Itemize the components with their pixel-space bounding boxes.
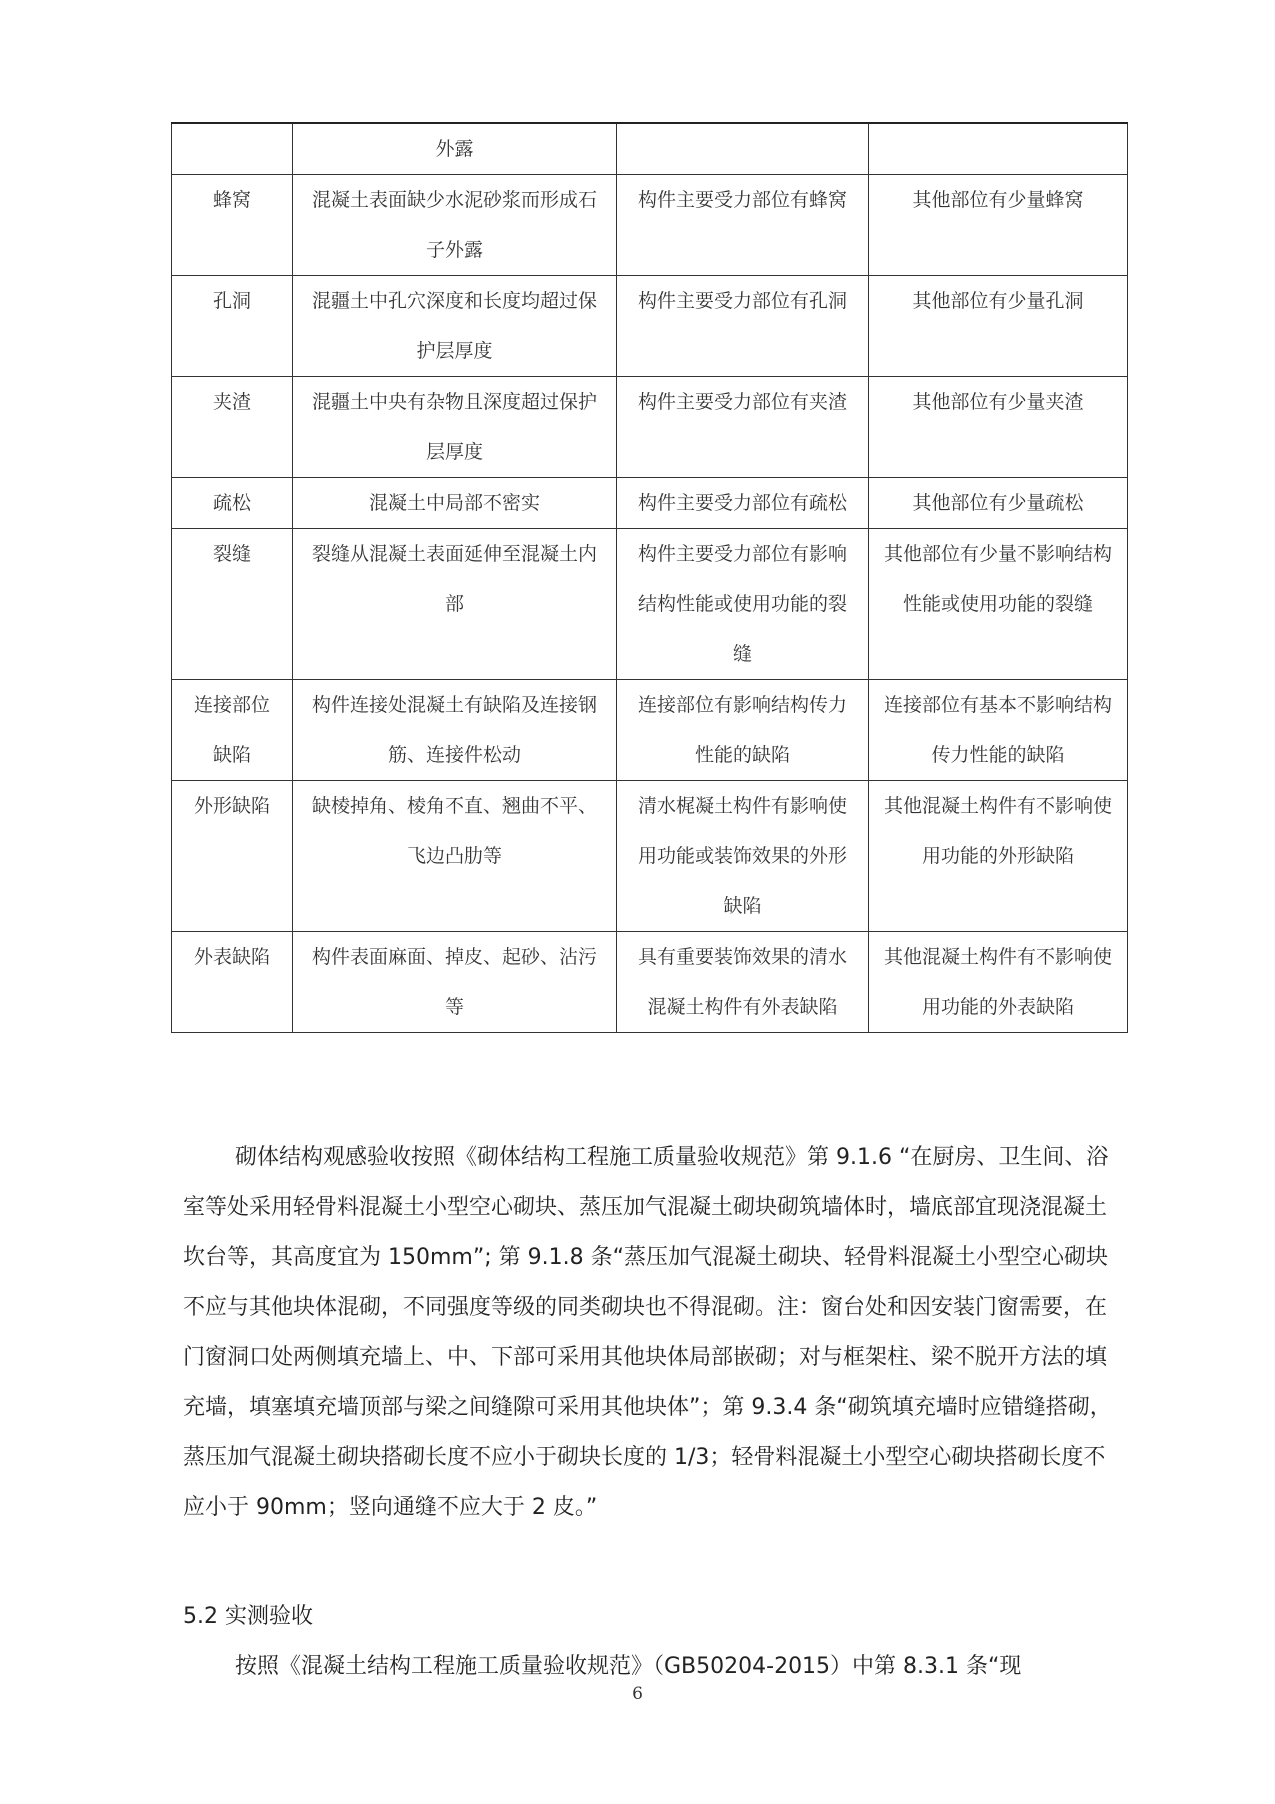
table-cell: 蜂窝	[172, 175, 293, 276]
table-row	[172, 175, 1128, 276]
table-cell: 构件主要受力部位有夹渣	[617, 377, 869, 478]
paragraph-2: 按照《混凝土结构工程施工质量验收规范》（GB50204-2015）中第 8.3.1 条“现	[235, 1654, 1022, 1679]
table-cell: 缺棱掉角、棱角不直、翘曲不平、飞边凸肋等	[293, 781, 617, 932]
table-cell: 外表缺陷	[172, 932, 293, 1033]
table-cell: 构件主要受力部位有蜂窝	[617, 175, 869, 276]
table-cell: 混凝土中局部不密实	[293, 478, 617, 529]
table-cell: 疏松	[172, 478, 293, 529]
defect-table-body	[172, 123, 1128, 1033]
table-cell: 具有重要装饰效果的清水混凝土构件有外表缺陷	[617, 932, 869, 1033]
table-cell: 外露	[293, 123, 617, 175]
table-cell: 其他混凝土构件有不影响使用功能的外表缺陷	[869, 932, 1128, 1033]
table-cell: 其他部位有少量孔洞	[869, 276, 1128, 377]
table-row	[172, 377, 1128, 478]
table-cell: 连接部位有影响结构传力性能的缺陷	[617, 680, 869, 781]
table-cell: 裂缝从混凝土表面延伸至混凝土内部	[293, 529, 617, 680]
table-cell: 构件主要受力部位有影响结构性能或使用功能的裂缝	[617, 529, 869, 680]
table-cell: 连接部位缺陷	[172, 680, 293, 781]
table-cell	[869, 123, 1128, 175]
table-cell: 其他部位有少量不影响结构性能或使用功能的裂缝	[869, 529, 1128, 680]
defect-table	[171, 122, 1128, 1033]
table-cell: 混疆土中孔穴深度和长度均超过保护层厚度	[293, 276, 617, 377]
table-cell: 其他部位有少量疏松	[869, 478, 1128, 529]
table-cell: 构件主要受力部位有孔洞	[617, 276, 869, 377]
paragraph-1: 砌体结构观感验收按照《砌体结构工程施工质量验收规范》第 9.1.6 “在厨房、卫生间、浴室等处采用轻骨料混凝土小型空心砌块、蒸压加气混凝土砌块砌筑墙体时，墙底部宜现浇混凝土坎台等，其高度宜为 150mm”; 第 9.1.8 条“蒸压加气混凝土砌块、轻骨料混凝土小型空心砌块不应与其他块体混砌，不同强度等级的同类砌块也不得混砌。注：窗台处和因安装门窗需要，在门窗洞口处两侧填充墙上、中、下部可采用其他块体局部嵌砌；对与框架柱、梁不脱开方法的填充墙，填塞填充墙顶部与梁之间缝隙可采用其他块体”；第 9.3.4 条“砌筑填充墙时应错缝搭砌，蒸压加气混凝土砌块搭砌长度不应小于砌块长度的 1/3；轻骨料混凝土小型空心砌块搭砌长度不应小于 90mm；竖向通缝不应大于 2 皮。”	[183, 1145, 1112, 1520]
table-cell: 清水梶凝土构件有影响使用功能或装饰效果的外形缺陷	[617, 781, 869, 932]
table-cell: 连接部位有基本不影响结构传力性能的缺陷	[869, 680, 1128, 781]
table-row	[172, 529, 1128, 680]
table-cell: 外形缺陷	[172, 781, 293, 932]
table-row	[172, 478, 1128, 529]
page-number: 6	[632, 1684, 643, 1704]
table-row	[172, 781, 1128, 932]
table-cell: 构件连接处混凝土有缺陷及连接钢筋、连接件松动	[293, 680, 617, 781]
table-row	[172, 123, 1128, 175]
table-cell: 其他部位有少量蜂窝	[869, 175, 1128, 276]
table-cell: 混凝土表面缺少水泥砂浆而形成石子外露	[293, 175, 617, 276]
table-cell: 混疆土中央有杂物且深度超过保护层厚度	[293, 377, 617, 478]
table-row	[172, 680, 1128, 781]
table-cell: 其他混凝土构件有不影响使用功能的外形缺陷	[869, 781, 1128, 932]
table-cell: 孔洞	[172, 276, 293, 377]
section-heading: 5.2 实测验收	[183, 1604, 313, 1629]
table-cell: 其他部位有少量夹渣	[869, 377, 1128, 478]
table-cell: 裂缝	[172, 529, 293, 680]
table-cell: 构件主要受力部位有疏松	[617, 478, 869, 529]
table-cell	[172, 123, 293, 175]
table-cell	[617, 123, 869, 175]
table-row	[172, 932, 1128, 1033]
masonry-acceptance-paragraph	[183, 1133, 1123, 1533]
table-row	[172, 276, 1128, 377]
table-cell: 夹渣	[172, 377, 293, 478]
table-cell: 构件表面麻面、掉皮、起砂、沾污等	[293, 932, 617, 1033]
